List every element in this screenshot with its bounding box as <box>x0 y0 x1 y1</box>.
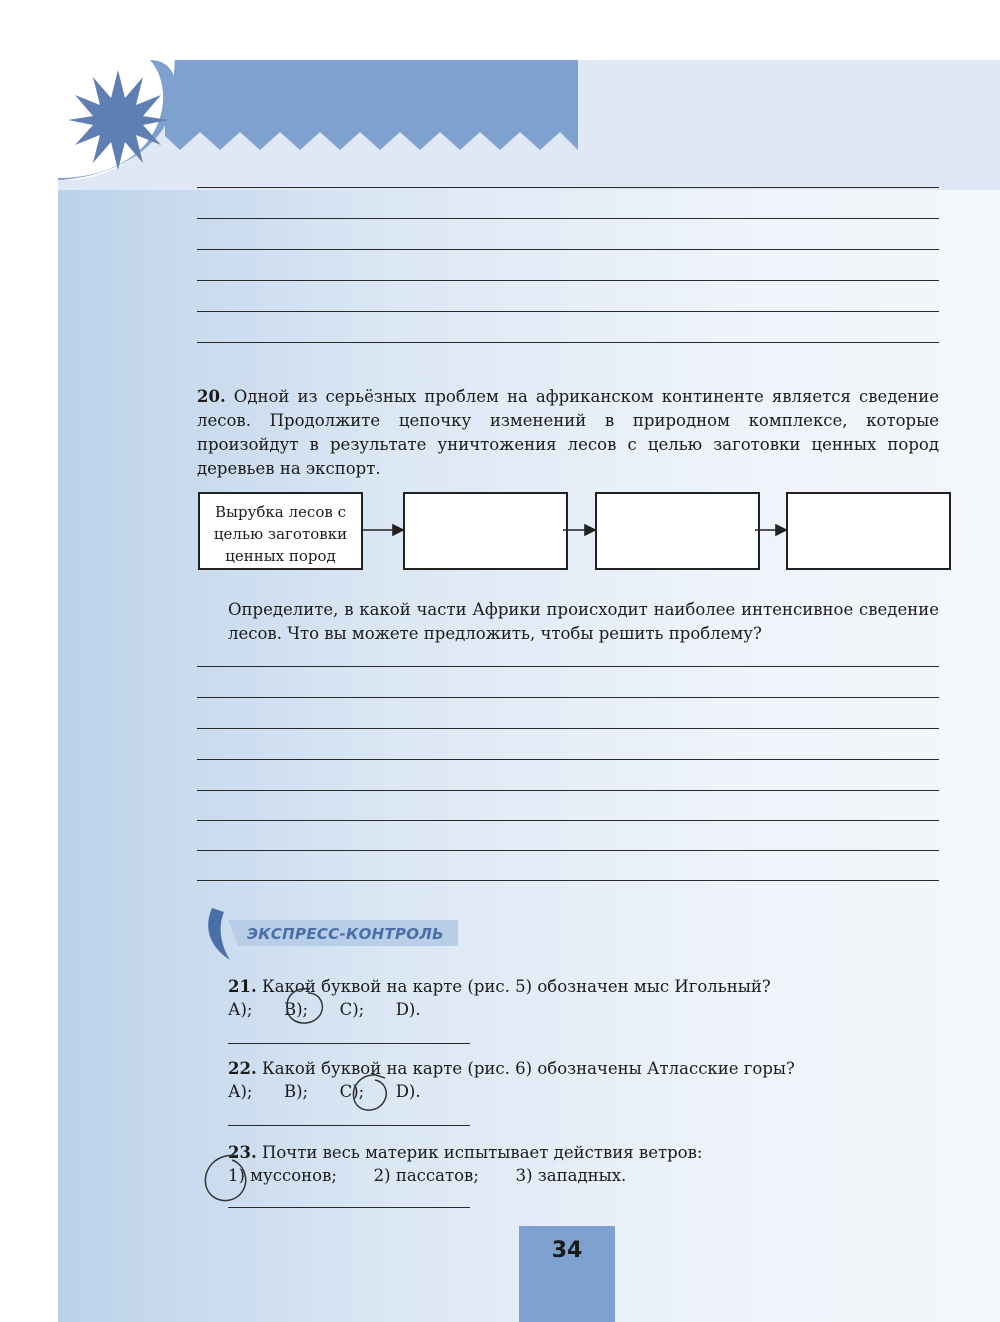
task-number: 22. <box>228 1059 257 1078</box>
answer-line[interactable] <box>197 280 939 281</box>
answer-line[interactable] <box>197 187 939 188</box>
flow-box-line: Вырубка лесов с <box>215 503 346 521</box>
answer-line[interactable] <box>197 790 939 791</box>
flow-box-empty[interactable] <box>786 492 951 570</box>
task-20-question: Определите, в какой части Африки происходит наиболее интенсивное сведение лесов. Что вы можете предложить, чтобы решить проблему? <box>228 600 939 643</box>
handwritten-circle-icon <box>196 1150 256 1210</box>
option-d[interactable]: D). <box>395 1082 421 1101</box>
handwritten-circle-icon <box>280 985 330 1030</box>
answer-line[interactable] <box>197 759 939 760</box>
option-a[interactable]: А); <box>228 1000 253 1019</box>
answer-line[interactable] <box>197 880 939 881</box>
flow-box-start <box>198 492 363 570</box>
task-22-text <box>228 1057 795 1081</box>
answer-line[interactable] <box>197 311 939 312</box>
option-1[interactable]: 1) муссонов; <box>228 1166 337 1185</box>
task-number: 21. <box>228 977 257 996</box>
answer-line[interactable] <box>197 342 939 343</box>
answer-line[interactable] <box>197 820 939 821</box>
option-b[interactable]: В); <box>283 1000 309 1019</box>
page-number: 34 <box>551 1238 583 1263</box>
answer-line[interactable] <box>228 1125 470 1126</box>
flow-box-line: ценных пород <box>225 547 336 565</box>
task-body: Одной из серьёзных проблем на африканском континенте является сведение лесов. Продолжите цепочку изменений в природном комплексе, которые произойдут в результате уничтожения лесов с целью заготовки ценных пород деревьев на экспорт. <box>197 387 939 478</box>
star-icon <box>68 70 168 170</box>
answer-line[interactable] <box>197 249 939 250</box>
answer-line[interactable] <box>228 1207 470 1208</box>
task-body: Почти весь материк испытывает действия ветров: <box>261 1143 703 1162</box>
task-23-options <box>228 1164 626 1188</box>
express-control-title: ЭКСПРЕСС-КОНТРОЛЬ <box>247 925 444 943</box>
handwritten-circle-icon <box>345 1072 393 1117</box>
option-2[interactable]: 2) пассатов; <box>373 1166 479 1185</box>
task-20-text <box>197 385 939 481</box>
option-3[interactable]: 3) западных. <box>515 1166 627 1185</box>
answer-line[interactable] <box>197 697 939 698</box>
task-number: 20. <box>197 387 226 406</box>
answer-line[interactable] <box>197 850 939 851</box>
answer-line[interactable] <box>197 728 939 729</box>
answer-line[interactable] <box>197 666 939 667</box>
option-c[interactable]: С); <box>339 1000 365 1019</box>
answer-line[interactable] <box>197 218 939 219</box>
option-d[interactable]: D). <box>395 1000 421 1019</box>
task-number: 23. <box>228 1143 257 1162</box>
task-body: Какой буквой на карте (рис. 6) обозначены Атласские горы? <box>261 1059 795 1078</box>
flow-arrows <box>363 520 803 540</box>
answer-line[interactable] <box>228 1043 470 1044</box>
flow-box-line: целью заготовки <box>213 525 348 543</box>
option-a[interactable]: А); <box>228 1082 253 1101</box>
option-b[interactable]: В); <box>283 1082 309 1101</box>
option-c[interactable]: С); <box>339 1082 365 1101</box>
task-body: Какой буквой на карте (рис. 5) обозначен мыс Игольный? <box>261 977 771 996</box>
task-23-text <box>228 1141 702 1165</box>
